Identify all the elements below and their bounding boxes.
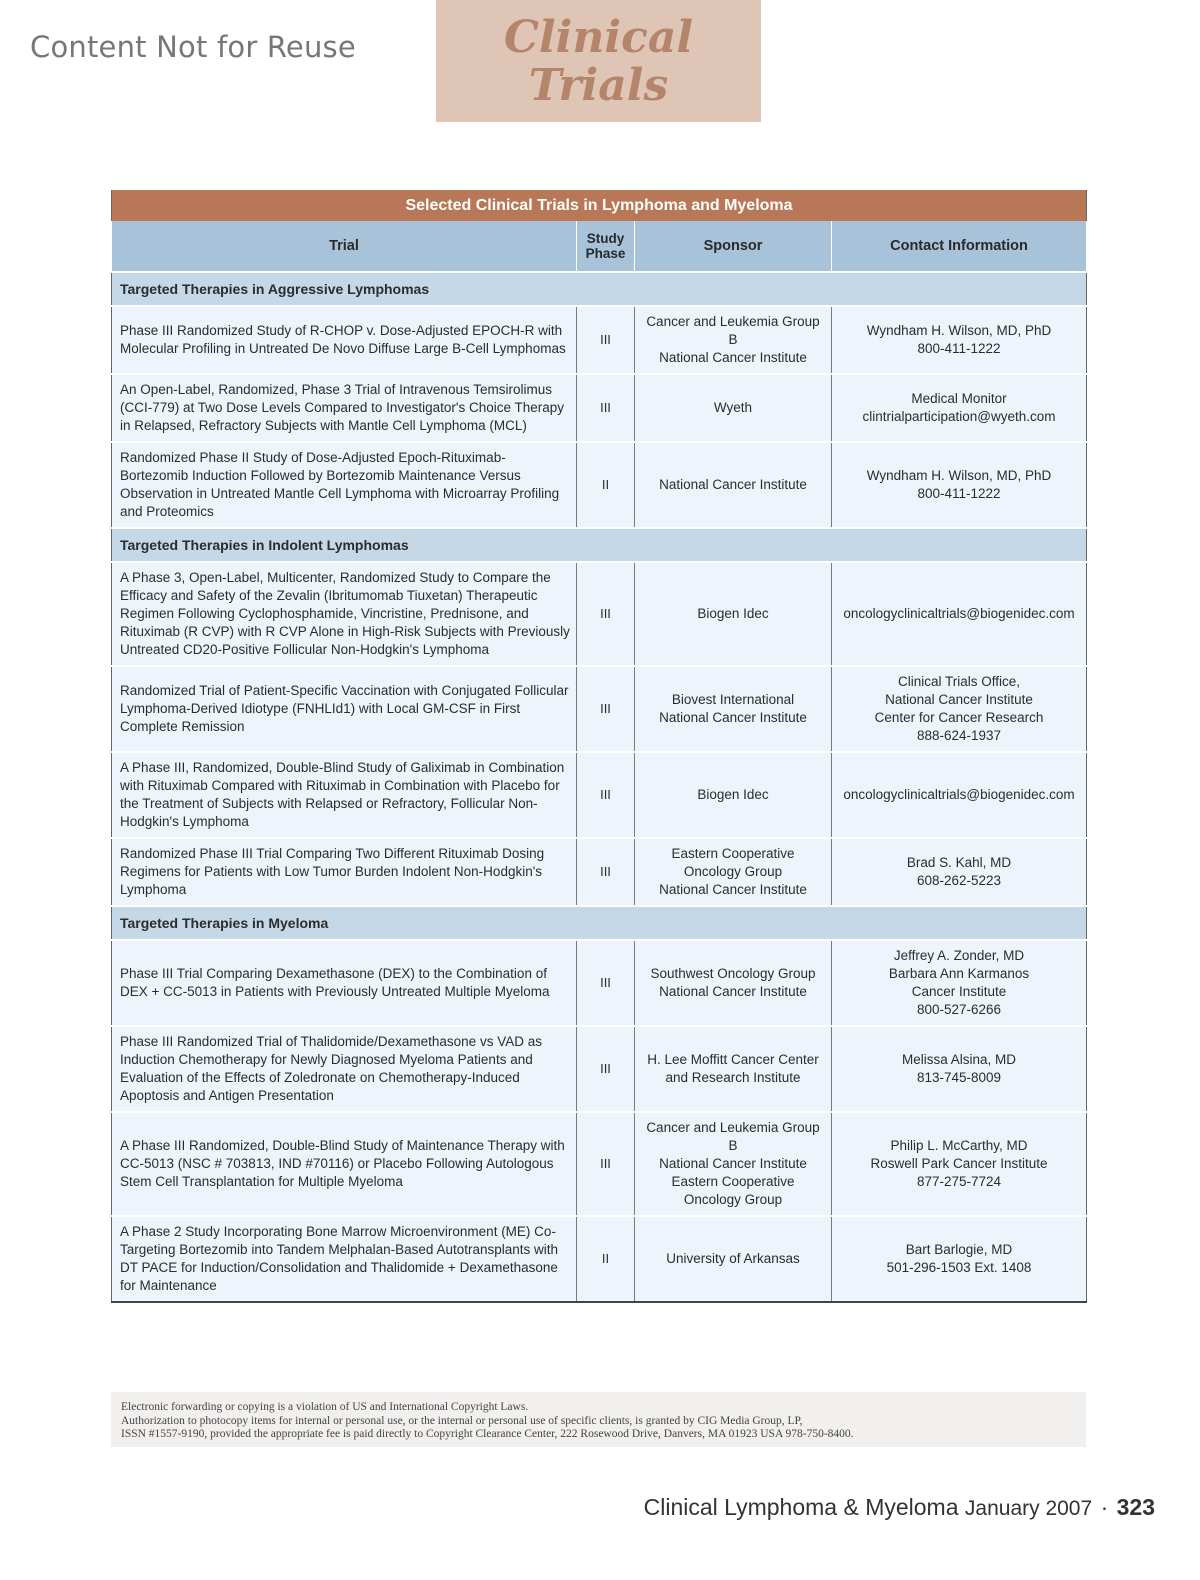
section-title-line2: Trials [528, 60, 669, 111]
contact-cell [832, 306, 1087, 374]
contact-cell [832, 374, 1087, 442]
table-row [112, 838, 1087, 906]
phase-cell: III [577, 306, 635, 374]
footer-separator: · [1100, 1494, 1109, 1520]
table-caption: Selected Clinical Trials in Lymphoma and Myeloma [112, 190, 1087, 221]
sponsor-line: National Cancer Institute [659, 350, 807, 365]
table-row [112, 374, 1087, 442]
trial-cell: Phase III Randomized Study of R-CHOP v. Dose-Adjusted EPOCH-R with Molecular Profiling in Untreated De Novo Diffuse Large B-Cell Lymphomas [112, 306, 577, 374]
section-row [112, 528, 1087, 562]
contact-line: Jeffrey A. Zonder, MD [893, 948, 1025, 963]
trials-table-container [111, 190, 1086, 1303]
phase-cell: III [577, 752, 635, 838]
phase-cell: III [577, 374, 635, 442]
column-header-trial: Trial [112, 221, 577, 272]
sponsor-cell [635, 940, 832, 1026]
contact-cell [832, 940, 1087, 1026]
contact-line: 813-745-8009 [916, 1070, 1002, 1085]
contact-line: Barbara Ann Karmanos [888, 966, 1030, 981]
contact-cell [832, 752, 1087, 838]
table-row [112, 1026, 1087, 1112]
contact-line: Medical Monitor [911, 391, 1007, 406]
sponsor-line: Southwest Oncology Group [650, 966, 816, 981]
copyright-line: Authorization to photocopy items for internal or personal use, or the internal or personal use of specific clients, is granted by CIG Media Group, LP, [121, 1414, 803, 1427]
sponsor-line: Wyeth [713, 400, 753, 415]
phase-cell: II [577, 442, 635, 528]
watermark-text: Content Not for Reuse [30, 30, 356, 64]
phase-cell: II [577, 1216, 635, 1302]
trial-cell: A Phase III, Randomized, Double-Blind Study of Galiximab in Combination with Rituximab Compared with Rituximab in Combination with Placebo for the Treatment of Subjects with Relapsed or Refractory, Follicular Non-Hodgkin's Lymphoma [112, 752, 577, 838]
sponsor-line: and Research Institute [665, 1070, 801, 1085]
contact-cell [832, 1112, 1087, 1216]
contact-line: 501-296-1503 Ext. 1408 [886, 1260, 1032, 1275]
sponsor-line: National Cancer Institute [659, 477, 807, 492]
contact-line: National Cancer Institute [885, 692, 1033, 707]
trial-cell: A Phase 3, Open-Label, Multicenter, Randomized Study to Compare the Efficacy and Safety of the Zevalin (Ibritumomab Tiuxetan) Therapeutic Regimen Following Cyclophosphamide, Vincristine, Prednisone, and Rituximab (R CVP) with R CVP Alone in High-Risk Subjects with Previously Untreated CD20-Positive Follicular Non-Hodgkin's Lymphoma [112, 562, 577, 666]
sponsor-cell [635, 374, 832, 442]
copyright-line: Electronic forwarding or copying is a violation of US and International Copyright Laws. [121, 1401, 529, 1413]
column-header-phase [577, 221, 635, 272]
table-row [112, 562, 1087, 666]
contact-line: Wyndham H. Wilson, MD, PhD [866, 468, 1052, 483]
table-row [112, 306, 1087, 374]
contact-line: 800-411-1222 [917, 341, 1001, 356]
phase-cell: III [577, 562, 635, 666]
sponsor-cell [635, 306, 832, 374]
contact-line: Brad S. Kahl, MD [906, 855, 1012, 870]
sponsor-line: National Cancer Institute [659, 710, 807, 725]
sponsor-line: Biogen Idec [697, 606, 769, 621]
sponsor-line: Oncology Group [683, 1192, 783, 1207]
issue-date: January 2007 [964, 1497, 1093, 1520]
contact-line: 800-411-1222 [917, 486, 1001, 501]
trial-cell: A Phase 2 Study Incorporating Bone Marrow Microenvironment (ME) Co-Targeting Bortezomib into Tandem Melphalan-Based Autotransplants with DT PACE for Induction/Consolidation and Thalidomide + Dexamethasone for Maintenance [112, 1216, 577, 1302]
sponsor-cell [635, 562, 832, 666]
section-title-banner [436, 0, 761, 122]
sponsor-cell [635, 838, 832, 906]
section-row [112, 272, 1087, 306]
sponsor-line: Eastern Cooperative [671, 1174, 795, 1189]
trial-cell: Randomized Phase II Study of Dose-Adjusted Epoch-Rituximab-Bortezomib Induction Followed by Bortezomib Maintenance Versus Observation in Untreated Mantle Cell Lymphoma with Microarray Profiling and Proteomics [112, 442, 577, 528]
trial-cell: A Phase III Randomized, Double-Blind Study of Maintenance Therapy with CC-5013 (NSC # 703813, IND #70116) or Placebo Following Autologous Stem Cell Transplantation for Multiple Myeloma [112, 1112, 577, 1216]
table-row [112, 666, 1087, 752]
trial-cell: An Open-Label, Randomized, Phase 3 Trial of Intravenous Temsirolimus (CCI-779) at Two Dose Levels Compared to Investigator's Choice Therapy in Relapsed, Refractory Subjects with Mantle Cell Lymphoma (MCL) [112, 374, 577, 442]
sponsor-cell [635, 1112, 832, 1216]
trial-cell: Phase III Trial Comparing Dexamethasone (DEX) to the Combination of DEX + CC-5013 in Patients with Previously Untreated Multiple Myeloma [112, 940, 577, 1026]
column-header-phase-line1: Study [586, 231, 625, 246]
page-number: 323 [1116, 1494, 1155, 1520]
sponsor-line: University of Arkansas [666, 1251, 800, 1266]
column-header-sponsor: Sponsor [635, 221, 832, 272]
contact-line: Center for Cancer Research [874, 710, 1044, 725]
contact-line: Wyndham H. Wilson, MD, PhD [866, 323, 1052, 338]
table-row [112, 940, 1087, 1026]
contact-line: 877-275-7724 [916, 1174, 1002, 1189]
contact-cell [832, 838, 1087, 906]
section-row [112, 906, 1087, 940]
section-title-line1: Clinical [503, 12, 694, 63]
trial-cell: Randomized Phase III Trial Comparing Two Different Rituximab Dosing Regimens for Patients with Low Tumor Burden Indolent Non-Hodgkin's Lymphoma [112, 838, 577, 906]
section-title: Targeted Therapies in Aggressive Lymphomas [112, 272, 1087, 306]
phase-cell: III [577, 666, 635, 752]
sponsor-cell [635, 752, 832, 838]
sponsor-line: National Cancer Institute [659, 1156, 807, 1171]
phase-cell: III [577, 1026, 635, 1112]
trial-cell: Phase III Randomized Trial of Thalidomide/Dexamethasone vs VAD as Induction Chemotherapy for Newly Diagnosed Myeloma Patients and Evaluation of the Effects of Zoledronate on Chemotherapy-Induced Apoptosis and Antigen Presentation [112, 1026, 577, 1112]
sponsor-line: Biovest International [671, 692, 795, 707]
sponsor-cell [635, 1216, 832, 1302]
sponsor-line: H. Lee Moffitt Cancer Center [647, 1052, 819, 1067]
contact-cell [832, 562, 1087, 666]
phase-cell: III [577, 940, 635, 1026]
table-row [112, 442, 1087, 528]
sponsor-line: National Cancer Institute [659, 984, 807, 999]
sponsor-line: Cancer and Leukemia Group B [646, 1120, 820, 1153]
contact-line: Bart Barlogie, MD [905, 1242, 1013, 1257]
sponsor-cell [635, 1026, 832, 1112]
table-row [112, 1216, 1087, 1302]
copyright-notice [111, 1392, 1086, 1447]
contact-line: oncologyclinicaltrials@biogenidec.com [843, 787, 1075, 802]
page-footer [644, 1494, 1155, 1521]
sponsor-line: Oncology Group [683, 864, 783, 879]
trials-table [111, 190, 1087, 1303]
phase-cell: III [577, 1112, 635, 1216]
contact-line: Philip L. McCarthy, MD [890, 1138, 1028, 1153]
journal-name: Clinical Lymphoma & Myeloma [643, 1494, 959, 1520]
contact-cell [832, 666, 1087, 752]
contact-line: Melissa Alsina, MD [901, 1052, 1017, 1067]
table-row [112, 1112, 1087, 1216]
trial-cell: Randomized Trial of Patient-Specific Vaccination with Conjugated Follicular Lymphoma-Derived Idiotype (FNHLId1) with Local GM-CSF in First Complete Remission [112, 666, 577, 752]
sponsor-line: Cancer and Leukemia Group B [646, 314, 820, 347]
sponsor-cell [635, 666, 832, 752]
contact-cell [832, 1026, 1087, 1112]
sponsor-line: National Cancer Institute [659, 882, 807, 897]
contact-line: Roswell Park Cancer Institute [870, 1156, 1048, 1171]
section-title: Targeted Therapies in Myeloma [112, 906, 1087, 940]
contact-line: 800-527-6266 [916, 1002, 1002, 1017]
contact-line: Clinical Trials Office, [897, 674, 1021, 689]
column-header-phase-line2: Phase [585, 246, 626, 261]
table-body [112, 272, 1087, 1302]
sponsor-line: Biogen Idec [697, 787, 769, 802]
sponsor-line: Eastern Cooperative [671, 846, 795, 861]
contact-line: Cancer Institute [911, 984, 1007, 999]
copyright-line: ISSN #1557-9190, provided the appropriate fee is paid directly to Copyright Clearance Center, 222 Rosewood Drive, Danvers, MA 01923 USA 978-750-8400. [121, 1428, 854, 1440]
column-header-contact: Contact Information [832, 221, 1087, 272]
contact-line: clintrialparticipation@wyeth.com [862, 409, 1056, 424]
phase-cell: III [577, 838, 635, 906]
contact-cell [832, 442, 1087, 528]
sponsor-cell [635, 442, 832, 528]
contact-line: oncologyclinicaltrials@biogenidec.com [843, 606, 1075, 621]
table-row [112, 752, 1087, 838]
contact-cell [832, 1216, 1087, 1302]
contact-line: 888-624-1937 [916, 728, 1002, 743]
section-title: Targeted Therapies in Indolent Lymphomas [112, 528, 1087, 562]
contact-line: 608-262-5223 [916, 873, 1002, 888]
